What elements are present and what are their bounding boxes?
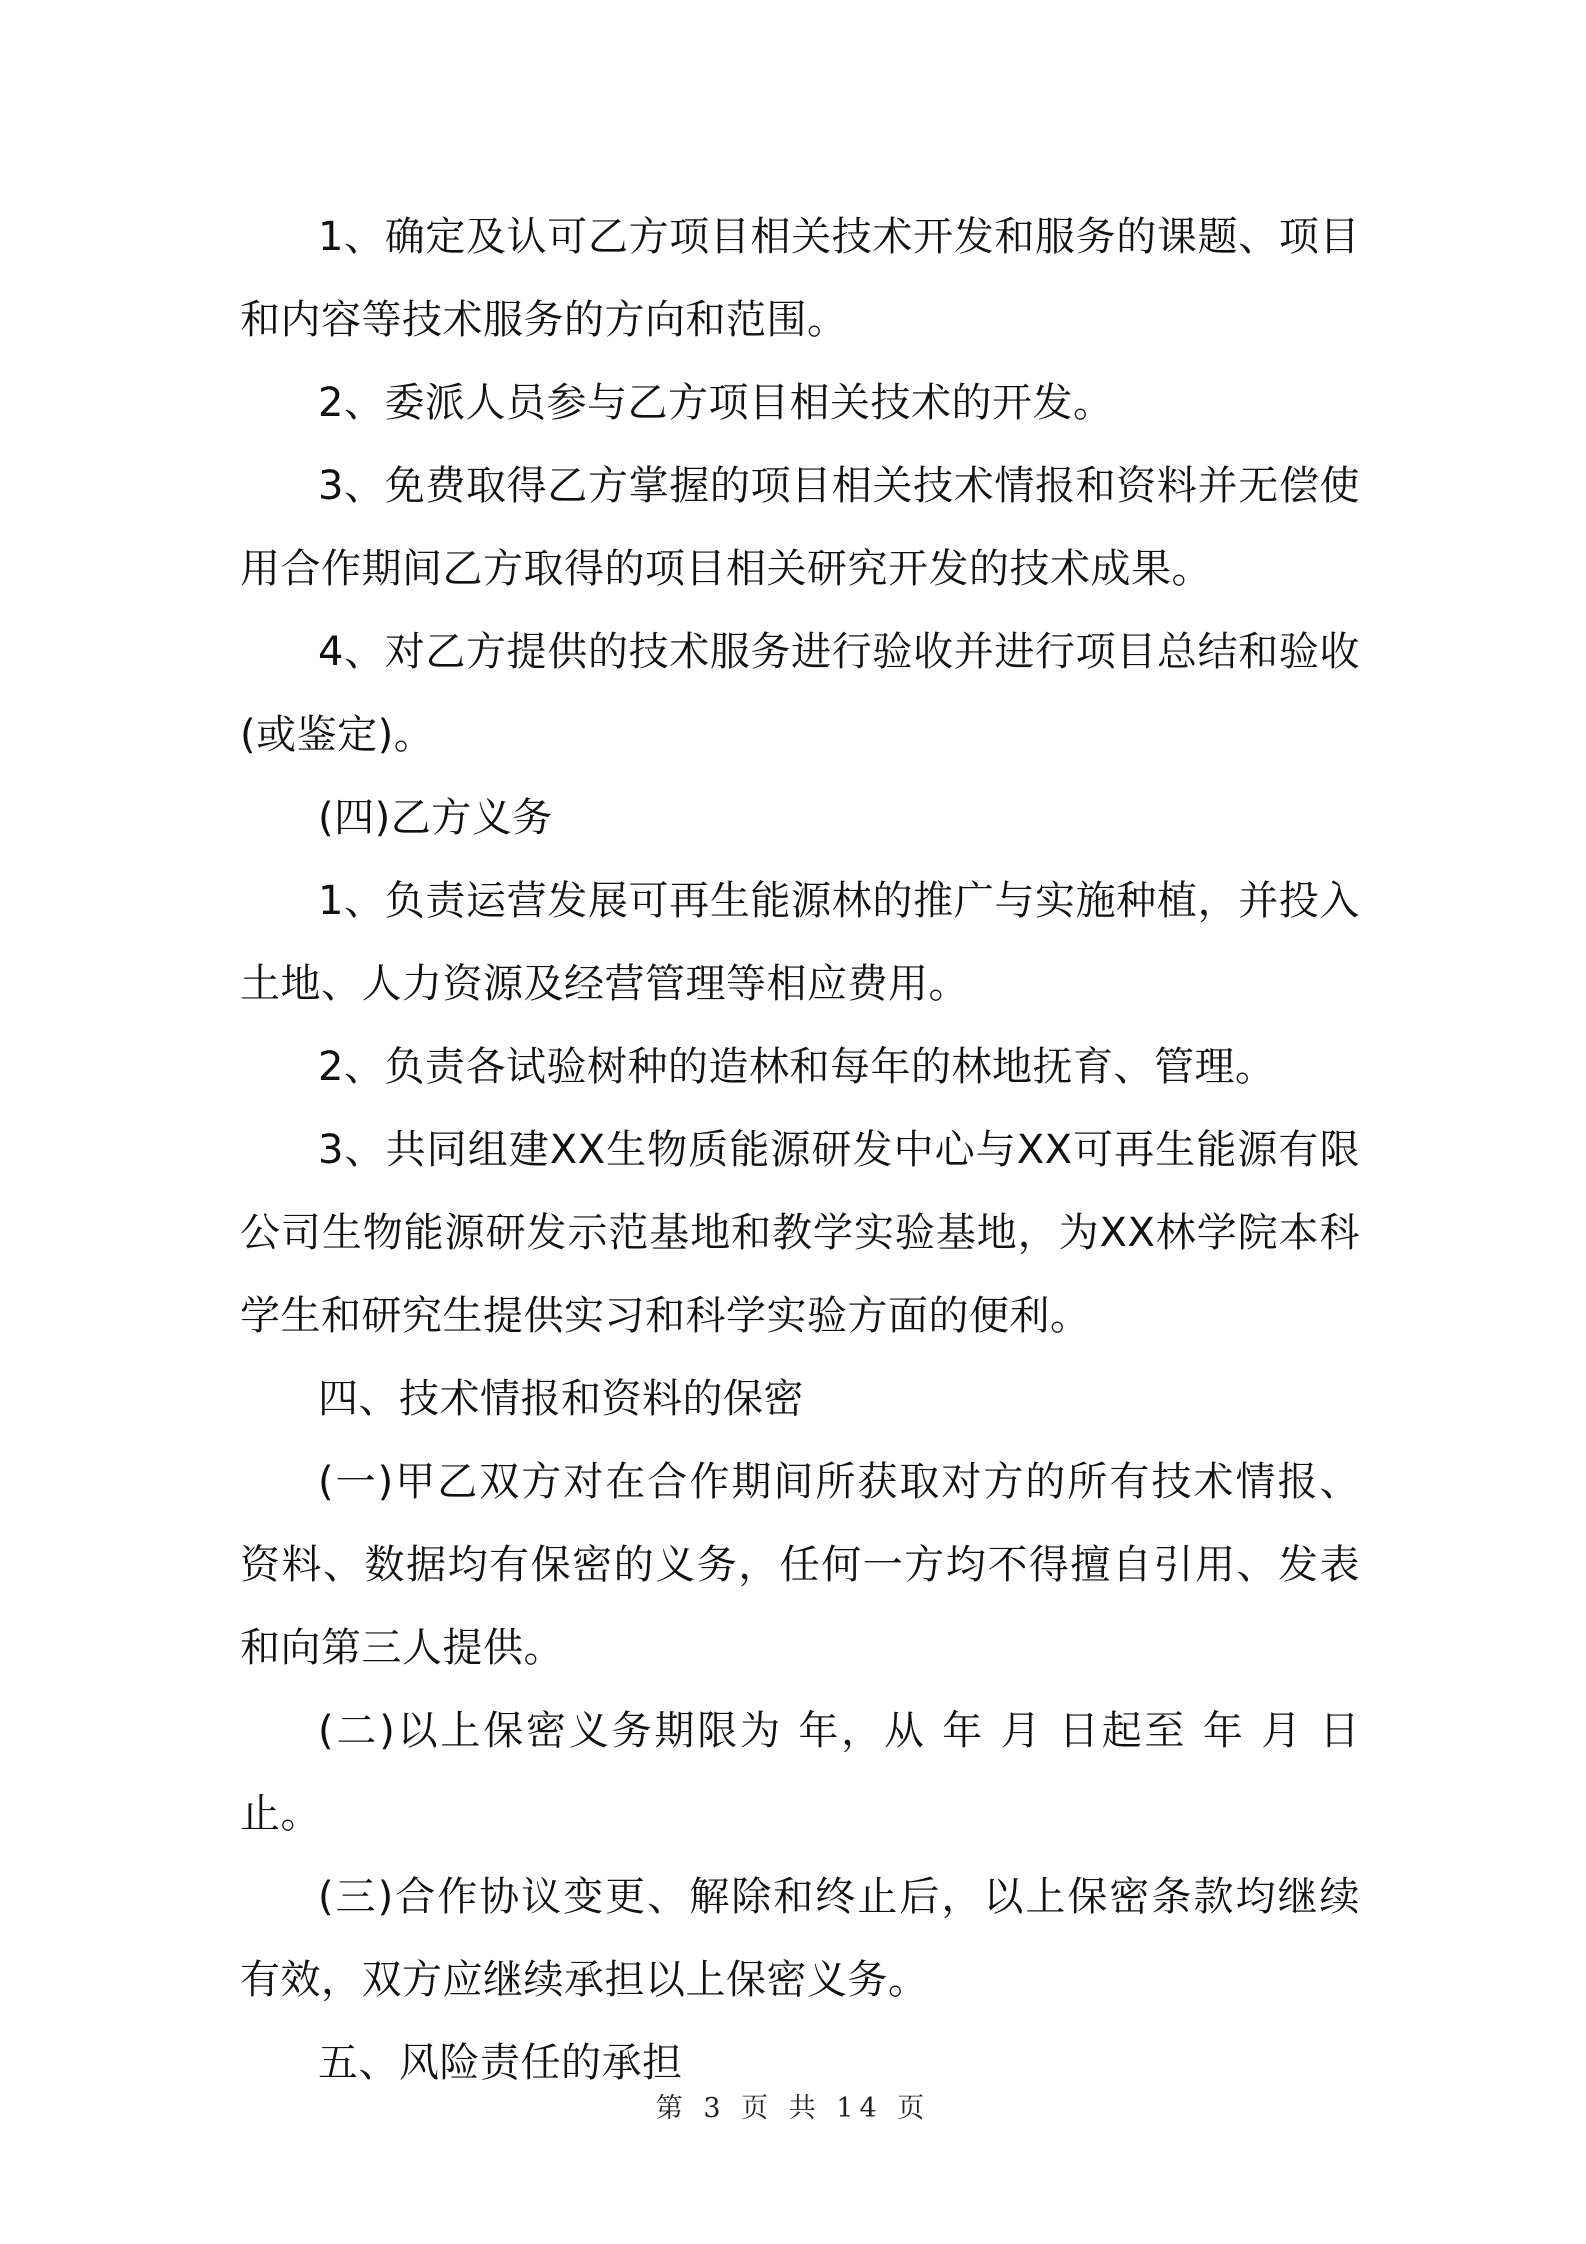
section-heading: (四)乙方义务 [318, 795, 553, 841]
paragraph: 3、免费取得乙方掌握的项目相关技术情报和资料并无偿使用合作期间乙方取得的项目相关研究开发的技术成果。 [240, 463, 1360, 592]
document-body [240, 196, 1360, 2105]
section-heading: 五、风险责任的承担 [318, 2040, 683, 2086]
paragraph: (三)合作协议变更、解除和终止后，以上保密条款均继续有效，双方应继续承担以上保密义务。 [240, 1874, 1360, 2003]
paragraph: 2、负责各试验树种的造林和每年的林地抚育、管理。 [318, 1044, 1276, 1090]
paragraph: 4、对乙方提供的技术服务进行验收并进行项目总结和验收(或鉴定)。 [240, 629, 1360, 758]
section-heading: 四、技术情报和资料的保密 [318, 1376, 804, 1422]
paragraph: (二)以上保密义务期限为 年，从 年 月 日起至 年 月 日止。 [240, 1708, 1360, 1837]
page-number-footer: 第 3 页 共 14 页 [655, 2093, 931, 2124]
paragraph: 2、委派人员参与乙方项目相关技术的开发。 [318, 380, 1114, 426]
paragraph: 1、确定及认可乙方项目相关技术开发和服务的课题、项目和内容等技术服务的方向和范围。 [240, 214, 1360, 343]
paragraph: 3、共同组建XX生物质能源研发中心与XX可再生能源有限公司生物能源研发示范基地和教学实验基地，为XX林学院本科学生和研究生提供实习和科学实验方面的便利。 [240, 1127, 1360, 1339]
paragraph: (一)甲乙双方对在合作期间所获取对方的所有技术情报、资料、数据均有保密的义务，任何一方均不得擅自引用、发表和向第三人提供。 [240, 1459, 1360, 1671]
paragraph: 1、负责运营发展可再生能源林的推广与实施种植，并投入土地、人力资源及经营管理等相应费用。 [240, 878, 1360, 1007]
